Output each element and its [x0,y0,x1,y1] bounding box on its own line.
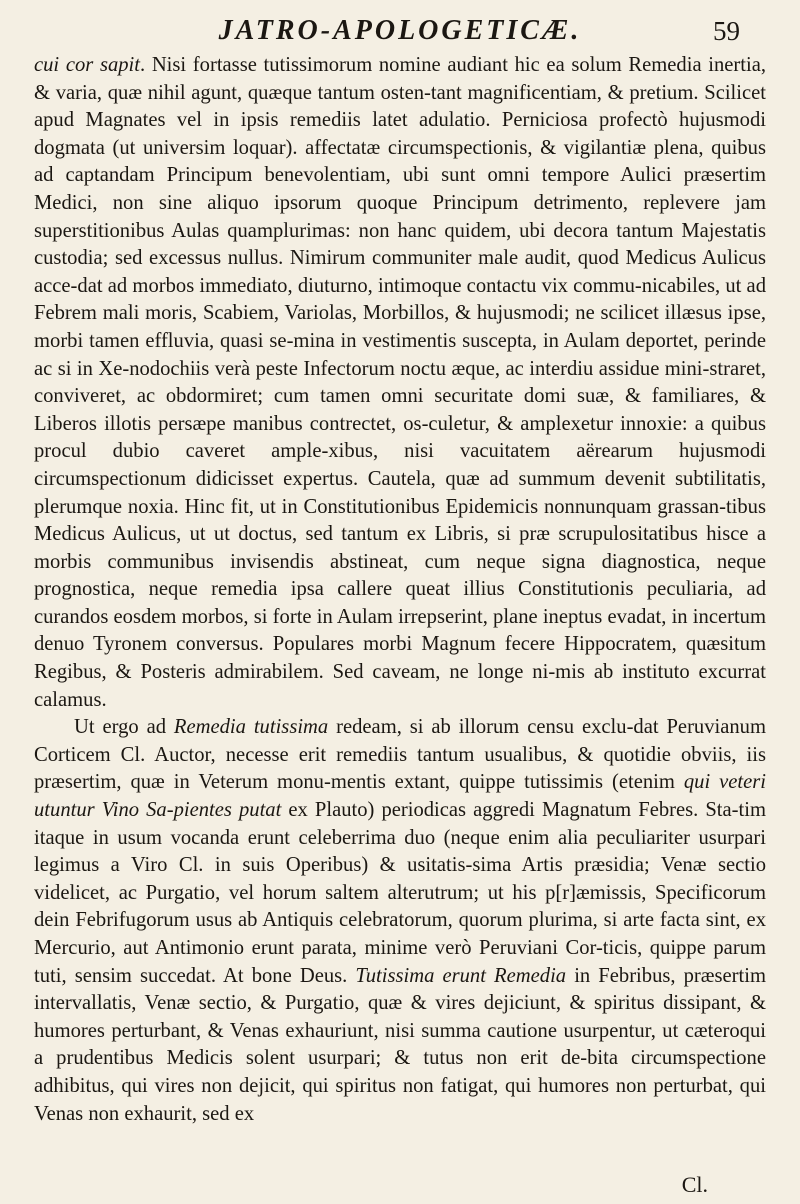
text-run: Ut ergo ad [74,716,174,739]
page-number: 59 [713,16,740,46]
text-run: . Nisi fortasse tutissimorum nomine audiant hic ea solum Remedia inertia, & varia, quæ nihil agunt, quæque tantum osten-tant magnificentiam, & pretium. Scilicet apud Magnates vel in ipsis remediis latet adulatio. Perniciosa profectò hujusmodi dogmata (ut universim loquar). affectatæ circumspectionis, & vigilantiæ plena, quibus ad captandam Principum benevolentiam, ubi sunt omni tempore Aulici præsertim Medici, non sine aliquo ipsorum quoque Principum detrimento, replevere jam superstitionibus Aulas quamplurimas: non hanc quidem, ubi decora tantum Majestatis custodia; sed excessus nullus. Nimirum communiter male audit, quod Medicus Aulicus acce-dat ad morbos immediato, diuturno, intimoque contactu vix commu-nicabiles, ut ad Febrem mali moris, Scabiem, Variolas, Morbillos, & hujusmodi; ne scilicet illæsus ipse, morbi tamen effluvia, quasi se-mina in vestimentis susceptа, in Aulam deportet, perinde ac si in Xe-nodochiis verà peste Infectorum noctu æque, ac interdiu assidue mini-straret, conviveret, ac obdormiret; cum tamen omni securitate domi suæ, & familiares, & Liberos illotis persæpe manibus contrectet, os-culetur, & amplexetur innoxie: a quibus procul dubio caveret ample-xibus, nisi vacuitatem aërearum hujusmodi circumspectionum didicisset expertus. Cautela, quæ ad summum devenit subtilitatis, plerumque noxia. Hinc fit, ut in Constitutionibus Epidemicis nonnunquam grassan-tibus Medicus Aulicus, ut ut doctus, sed tantum ex Libris, si præ scrupulositatibus hisce a morbis communibus invisendis abstineat, cum neque signa diagnostica, neque prognostica, neque remedia ipsa callere queat illius Constitutionis peculiaria, ad curandos eosdem morbos, si forte in Aulam irrepserint, plane ineptus evadat, in incertum denuo Tyronem conversus. Populares morbi Magnum fecere Hippocratem, quæsitum Regibus, & Posteris admirabilem. Sed caveam, ne longe ni-mis ab instituto excurrat calamus. [34,54,766,711]
paragraph [34,714,766,1128]
text-run: ex Plauto) periodicas aggredi Magnatum Febres. Sta-tim itaque in usum vocanda erunt celeberrima duo (neque enim alia peculiariter usurpari legimus a Viro Cl. in suis Operibus) & usitatis-sima Artis præsidia; Venæ sectio videlicet, ac Purgatio, vel horum saltem alterutrum; ut his p[r]æmissis, Specificorum dein Febrifugorum usus ab Antiquis celebratorum, quorum plurima, si arte facta sint, ex Mercurio, aut Antimonio erunt parata, minime verò Peruviani Cor-ticis, quippe parum tuti, sensim succedat. At bone Deus. [34,799,766,987]
text-run: in Febribus, præsertim intervallatis, Venæ sectio, & Purgatio, quæ & vires dejiciunt, & spiritus dissipant, & humores perturbant, & Venas exhauriunt, nisi summa cautione usurpentur, ut cæteroqui a prudentibus Medicis solent usurpari; & tutus non erit de-bita circumspectione adhibitus, qui vires non dejicit, qui spiritus non fatigat, qui humores non perturbat, qui Venas non exhaurit, sed ex [34,964,766,1125]
running-title: JATRO-APOLOGETICÆ. [218,15,582,46]
italic-run: Tutissima erunt Remedia [355,964,567,987]
catchword: Cl. [681,1172,708,1197]
italic-run: qui veteri utuntur Vino Sa-pientes putat [34,771,767,822]
body-text [34,52,766,1128]
page-header [34,14,766,48]
italic-run: cui cor sapit [34,54,140,76]
text-run: redeam, si ab illorum censu exclu-dat Peruvianum Corticem Cl. Auctor, necesse erit remediis tantum usualibus, & quotidie obviis, iis præsertim, quæ in Veterum monu-mentis extant, quippe tutissimis (etenim [34,716,766,794]
italic-run: Remedia tutissima [173,716,329,739]
paragraph [34,52,766,714]
